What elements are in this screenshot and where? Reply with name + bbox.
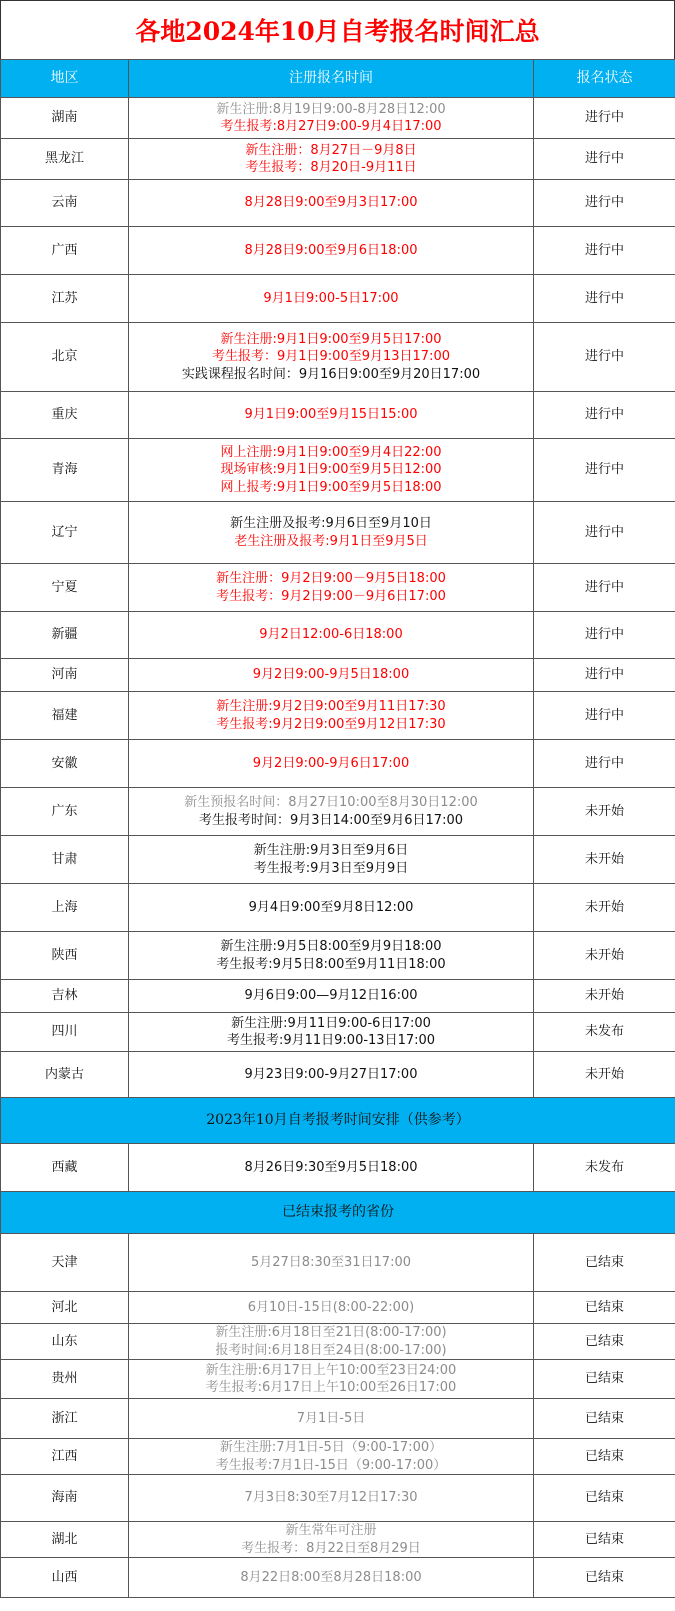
status-cell: 进行中	[534, 139, 675, 180]
status-cell: 进行中	[534, 439, 675, 502]
section-ended-row	[1, 1192, 675, 1234]
time-line: 新生注册：8月27日－9月8日	[245, 142, 417, 158]
time-line: 考生报考时间：9月3日14:00至9月6日17:00	[198, 812, 463, 828]
time-cell	[129, 275, 534, 323]
time-line: 新生注册:9月2日9:00至9月11日17:30	[216, 699, 446, 714]
status-cell: 进行中	[534, 180, 675, 227]
region-cell: 广东	[1, 788, 129, 836]
time-cell	[129, 1144, 534, 1192]
time-cell	[129, 1522, 534, 1558]
time-cell	[129, 932, 534, 980]
time-line: 6月10日-15日(8:00-22:00)	[247, 1299, 415, 1315]
time-cell	[129, 1324, 534, 1360]
time-line: 9月2日9:00-9月5日18:00	[252, 667, 410, 683]
time-cell	[129, 1439, 534, 1475]
status-cell: 进行中	[534, 612, 675, 659]
region-cell: 辽宁	[1, 502, 129, 564]
time-cell	[129, 139, 534, 180]
region-cell: 江西	[1, 1439, 129, 1475]
time-line: 报考时间:6月18日至24日(8:00-17:00)	[215, 1342, 447, 1358]
region-cell: 吉林	[1, 980, 129, 1013]
time-line: 网上注册:9月1日9:00至9月4日22:00	[220, 444, 442, 460]
status-cell: 进行中	[534, 227, 675, 275]
time-line: 新生注册：9月2日9:00－9月5日18:00	[216, 571, 446, 586]
status-cell: 进行中	[534, 392, 675, 439]
time-cell	[129, 180, 534, 227]
table-header-row	[1, 60, 675, 98]
region-cell: 重庆	[1, 392, 129, 439]
time-line: 新生注册:9月5日8:00至9月9日18:00	[220, 939, 442, 954]
time-line: 8月22日8:00至8月28日18:00	[240, 1569, 422, 1585]
status-cell: 未开始	[534, 1052, 675, 1098]
region-cell: 陕西	[1, 932, 129, 980]
table-row	[1, 659, 675, 692]
time-cell	[129, 1292, 534, 1324]
time-line: 网上报考:9月1日9:00至9月5日18:00	[220, 479, 442, 495]
time-line: 新生注册:6月17日上午10:00至23日24:00	[205, 1362, 457, 1378]
table-row	[1, 1324, 675, 1360]
section-ended-heading: 已结束报考的省份	[1, 1192, 675, 1234]
status-cell: 未发布	[534, 1144, 675, 1192]
status-cell: 未开始	[534, 836, 675, 884]
time-line: 新生注册:9月3日至9月6日	[253, 843, 409, 858]
time-cell	[129, 612, 534, 659]
time-line: 9月4日9:00至9月8日12:00	[248, 899, 414, 915]
table-row	[1, 139, 675, 180]
time-line: 考生报考:6月17日上午10:00至26日17:00	[205, 1380, 457, 1395]
header-region: 地区	[1, 60, 129, 98]
region-cell: 宁夏	[1, 564, 129, 612]
time-cell	[129, 740, 534, 788]
table-row	[1, 1144, 675, 1192]
status-cell: 已结束	[534, 1558, 675, 1598]
status-cell: 未开始	[534, 932, 675, 980]
region-cell: 福建	[1, 692, 129, 740]
status-cell: 进行中	[534, 502, 675, 564]
table-row	[1, 502, 675, 564]
region-cell: 山东	[1, 1324, 129, 1360]
time-cell	[129, 323, 534, 392]
status-cell: 进行中	[534, 740, 675, 788]
region-cell: 云南	[1, 180, 129, 227]
status-cell: 未开始	[534, 980, 675, 1013]
status-cell: 进行中	[534, 564, 675, 612]
time-line: 考生报考:9月11日9:00-13日17:00	[226, 1033, 436, 1048]
status-cell: 已结束	[534, 1399, 675, 1439]
region-cell: 贵州	[1, 1360, 129, 1399]
region-cell: 湖南	[1, 98, 129, 139]
region-cell: 安徽	[1, 740, 129, 788]
time-line: 8月28日9:00至9月6日18:00	[244, 242, 418, 258]
table-row	[1, 692, 675, 740]
time-cell	[129, 439, 534, 502]
time-line: 新生注册:9月11日9:00-6日17:00	[231, 1015, 431, 1031]
time-line: 新生注册及报考:9月6日至9月10日	[230, 516, 432, 531]
time-cell	[129, 1558, 534, 1598]
time-cell	[129, 1360, 534, 1399]
time-cell	[129, 692, 534, 740]
status-cell: 已结束	[534, 1292, 675, 1324]
status-cell: 进行中	[534, 692, 675, 740]
region-cell: 河南	[1, 659, 129, 692]
time-line: 考生报考：8月22日至8月29日	[241, 1540, 421, 1556]
time-line: 9月6日9:00—9月12日16:00	[244, 988, 418, 1004]
status-cell: 进行中	[534, 659, 675, 692]
time-cell	[129, 980, 534, 1013]
status-cell: 进行中	[534, 323, 675, 392]
region-cell: 湖北	[1, 1522, 129, 1558]
status-cell: 未发布	[534, 1013, 675, 1052]
time-line: 5月27日8:30至31日17:00	[250, 1254, 411, 1270]
time-line: 考生报考:7月1日-15日（9:00-17:00）	[215, 1457, 447, 1473]
registration-table	[0, 59, 675, 1598]
table-row	[1, 1475, 675, 1522]
header-status: 报名状态	[534, 60, 675, 98]
table-row	[1, 740, 675, 788]
time-cell	[129, 98, 534, 139]
time-cell	[129, 1013, 534, 1052]
table-row	[1, 1439, 675, 1475]
time-line: 考生报考:8月27日9:00-9月4日17:00	[220, 119, 442, 134]
page-title: 各地2024年10月自考报名时间汇总	[0, 0, 675, 59]
status-cell: 未开始	[534, 788, 675, 836]
region-cell: 黑龙江	[1, 139, 129, 180]
table-body	[1, 98, 675, 1598]
time-cell	[129, 1475, 534, 1522]
time-line: 考生报考：9月1日9:00至9月13日17:00	[211, 349, 450, 365]
section-2023-heading: 2023年10月自考报考时间安排（供参考）	[1, 1098, 675, 1144]
time-line: 现场审核:9月1日9:00至9月5日12:00	[220, 462, 442, 478]
header-time: 注册报名时间	[129, 60, 534, 98]
time-cell	[129, 1234, 534, 1292]
region-cell: 内蒙古	[1, 1052, 129, 1098]
time-line: 考生报考：8月20日-9月11日	[245, 160, 417, 175]
time-line: 9月2日9:00-9月6日17:00	[252, 755, 410, 771]
time-line: 新生注册:6月18日至21日(8:00-17:00)	[215, 1325, 447, 1340]
time-line: 新生注册:9月1日9:00至9月5日17:00	[220, 331, 442, 347]
time-line: 8月26日9:30至9月5日18:00	[244, 1159, 418, 1175]
table-row	[1, 1292, 675, 1324]
region-cell: 西藏	[1, 1144, 129, 1192]
time-cell	[129, 502, 534, 564]
time-line: 新生注册:8月19日9:00-8月28日12:00	[216, 101, 446, 117]
time-line: 新生常年可注册	[285, 1523, 377, 1538]
table-row	[1, 1052, 675, 1098]
region-cell: 天津	[1, 1234, 129, 1292]
status-cell: 已结束	[534, 1439, 675, 1475]
time-line: 9月1日9:00至9月15日15:00	[244, 407, 418, 423]
table-row	[1, 836, 675, 884]
status-cell: 已结束	[534, 1324, 675, 1360]
time-line: 考生报考:9月3日至9月9日	[253, 860, 409, 876]
time-cell	[129, 564, 534, 612]
region-cell: 浙江	[1, 1399, 129, 1439]
table-row	[1, 1522, 675, 1558]
region-cell: 北京	[1, 323, 129, 392]
table-row	[1, 180, 675, 227]
status-cell: 已结束	[534, 1475, 675, 1522]
region-cell: 四川	[1, 1013, 129, 1052]
time-line: 7月1日-5日	[296, 1410, 366, 1426]
region-cell: 甘肃	[1, 836, 129, 884]
time-line: 8月28日9:00至9月3日17:00	[244, 195, 418, 211]
table-row	[1, 1234, 675, 1292]
table-row	[1, 227, 675, 275]
region-cell: 海南	[1, 1475, 129, 1522]
region-cell: 河北	[1, 1292, 129, 1324]
region-cell: 山西	[1, 1558, 129, 1598]
time-line: 9月1日9:00-5日17:00	[263, 290, 399, 306]
status-cell: 进行中	[534, 98, 675, 139]
status-cell: 已结束	[534, 1234, 675, 1292]
table-row	[1, 1399, 675, 1439]
region-cell: 广西	[1, 227, 129, 275]
time-cell	[129, 884, 534, 932]
time-cell	[129, 227, 534, 275]
time-cell	[129, 659, 534, 692]
time-cell	[129, 1399, 534, 1439]
region-cell: 青海	[1, 439, 129, 502]
time-line: 新生预报名时间：8月27日10:00至8月30日12:00	[184, 795, 478, 810]
time-line: 7月3日8:30至7月12日17:30	[244, 1490, 418, 1506]
table-row	[1, 439, 675, 502]
time-line: 新生注册:7月1日-5日（9:00-17:00）	[219, 1440, 443, 1455]
status-cell: 已结束	[534, 1522, 675, 1558]
time-line: 9月2日12:00-6日18:00	[259, 627, 403, 643]
region-cell: 新疆	[1, 612, 129, 659]
table-row	[1, 612, 675, 659]
time-line: 考生报考：9月2日9:00－9月6日17:00	[216, 588, 446, 604]
time-cell	[129, 836, 534, 884]
status-cell: 已结束	[534, 1360, 675, 1399]
region-cell: 江苏	[1, 275, 129, 323]
table-row	[1, 932, 675, 980]
time-cell	[129, 1052, 534, 1098]
time-line: 实践课程报名时间：9月16日9:00至9月20日17:00	[181, 366, 481, 382]
table-row	[1, 884, 675, 932]
time-line: 考生报考:9月5日8:00至9月11日18:00	[216, 956, 446, 972]
region-cell: 上海	[1, 884, 129, 932]
table-row	[1, 788, 675, 836]
time-cell	[129, 392, 534, 439]
time-line: 考生报考:9月2日9:00至9月12日17:30	[216, 716, 446, 732]
table-row	[1, 980, 675, 1013]
section-2023-row	[1, 1098, 675, 1144]
table-row	[1, 275, 675, 323]
table-row	[1, 392, 675, 439]
table-row	[1, 1360, 675, 1399]
status-cell: 未开始	[534, 884, 675, 932]
status-cell: 进行中	[534, 275, 675, 323]
table-row	[1, 1558, 675, 1598]
time-cell	[129, 788, 534, 836]
table-row	[1, 98, 675, 139]
table-row	[1, 323, 675, 392]
time-line: 老生注册及报考:9月1日至9月5日	[234, 533, 428, 549]
table-row	[1, 564, 675, 612]
table-row	[1, 1013, 675, 1052]
time-line: 9月23日9:00-9月27日17:00	[244, 1066, 418, 1082]
